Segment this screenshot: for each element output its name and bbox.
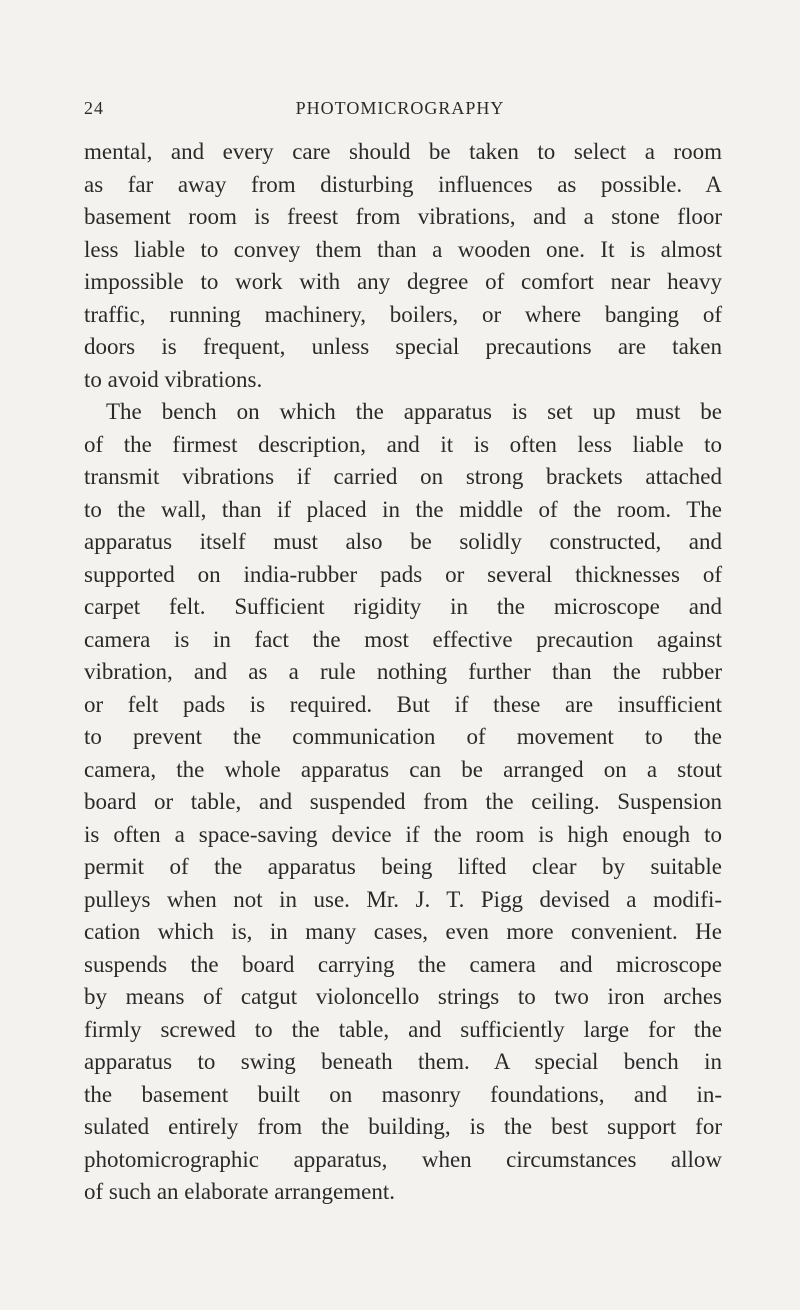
running-title: PHOTOMICROGRAPHY <box>295 98 505 118</box>
text-line: mental, and every care should be taken to select a room <box>84 139 722 164</box>
text-line: to prevent the communication of movement to the <box>84 724 722 749</box>
text-line: cation which is, in many cases, even more convenient. He <box>84 919 722 944</box>
text-line: as far away from disturbing influences as possible. A <box>84 171 722 197</box>
text-line: to the wall, than if placed in the middle of the room. The <box>84 496 722 522</box>
text-line: the basement built on masonry foundations, and in- <box>84 1081 722 1107</box>
text-line: supported on india-rubber pads or several thicknesses of <box>84 561 722 587</box>
text-line: firmly screwed to the table, and sufficiently large for the <box>84 1016 722 1042</box>
text-line: apparatus itself must also be solidly constructed, and <box>84 529 722 554</box>
text-line: apparatus to swing beneath them. A special bench in <box>84 1049 722 1074</box>
text-line: traffic, running machinery, boilers, or where banging of <box>84 301 722 327</box>
text-line: transmit vibrations if carried on strong brackets attached <box>84 464 722 489</box>
text-line: photomicrographic apparatus, when circumstances allow <box>84 1146 722 1172</box>
paragraph-2 <box>84 396 722 1209</box>
text-line: of the firmest description, and it is often less liable to <box>84 431 722 457</box>
page-number: 24 <box>84 98 104 118</box>
text-line: by means of catgut violoncello strings to two iron arches <box>84 984 722 1009</box>
paragraph-1 <box>84 136 722 396</box>
text-line: is often a space-saving device if the room is high enough to <box>84 821 722 847</box>
text-line: carpet felt. Sufficient rigidity in the microscope and <box>84 594 722 619</box>
text-line: board or table, and suspended from the ceiling. Suspension <box>84 789 722 814</box>
body-text <box>84 136 722 1209</box>
text-line: doors is frequent, unless special precautions are taken <box>84 334 722 359</box>
text-line: suspends the board carrying the camera and microscope <box>84 951 722 977</box>
page-header <box>84 98 716 122</box>
text-line: impossible to work with any degree of comfort near heavy <box>84 269 722 294</box>
text-line: or felt pads is required. But if these are insufficient <box>84 691 722 717</box>
text-line: permit of the apparatus being lifted clear by suitable <box>84 854 722 879</box>
text-line: of such an elaborate arrangement. <box>84 1179 395 1204</box>
text-line: The bench on which the apparatus is set up must be <box>106 399 722 424</box>
text-line: less liable to convey them than a wooden one. It is almost <box>84 236 722 262</box>
text-line: sulated entirely from the building, is the best support for <box>84 1114 722 1139</box>
text-line: vibration, and as a rule nothing further than the rubber <box>84 659 722 684</box>
text-line: camera is in fact the most effective precaution against <box>84 626 722 652</box>
text-line: pulleys when not in use. Mr. J. T. Pigg devised a modifi- <box>84 886 722 912</box>
text-line: to avoid vibrations. <box>84 366 263 392</box>
text-line: basement room is freest from vibrations, and a stone floor <box>84 204 722 229</box>
text-line: camera, the whole apparatus can be arranged on a stout <box>84 756 722 782</box>
